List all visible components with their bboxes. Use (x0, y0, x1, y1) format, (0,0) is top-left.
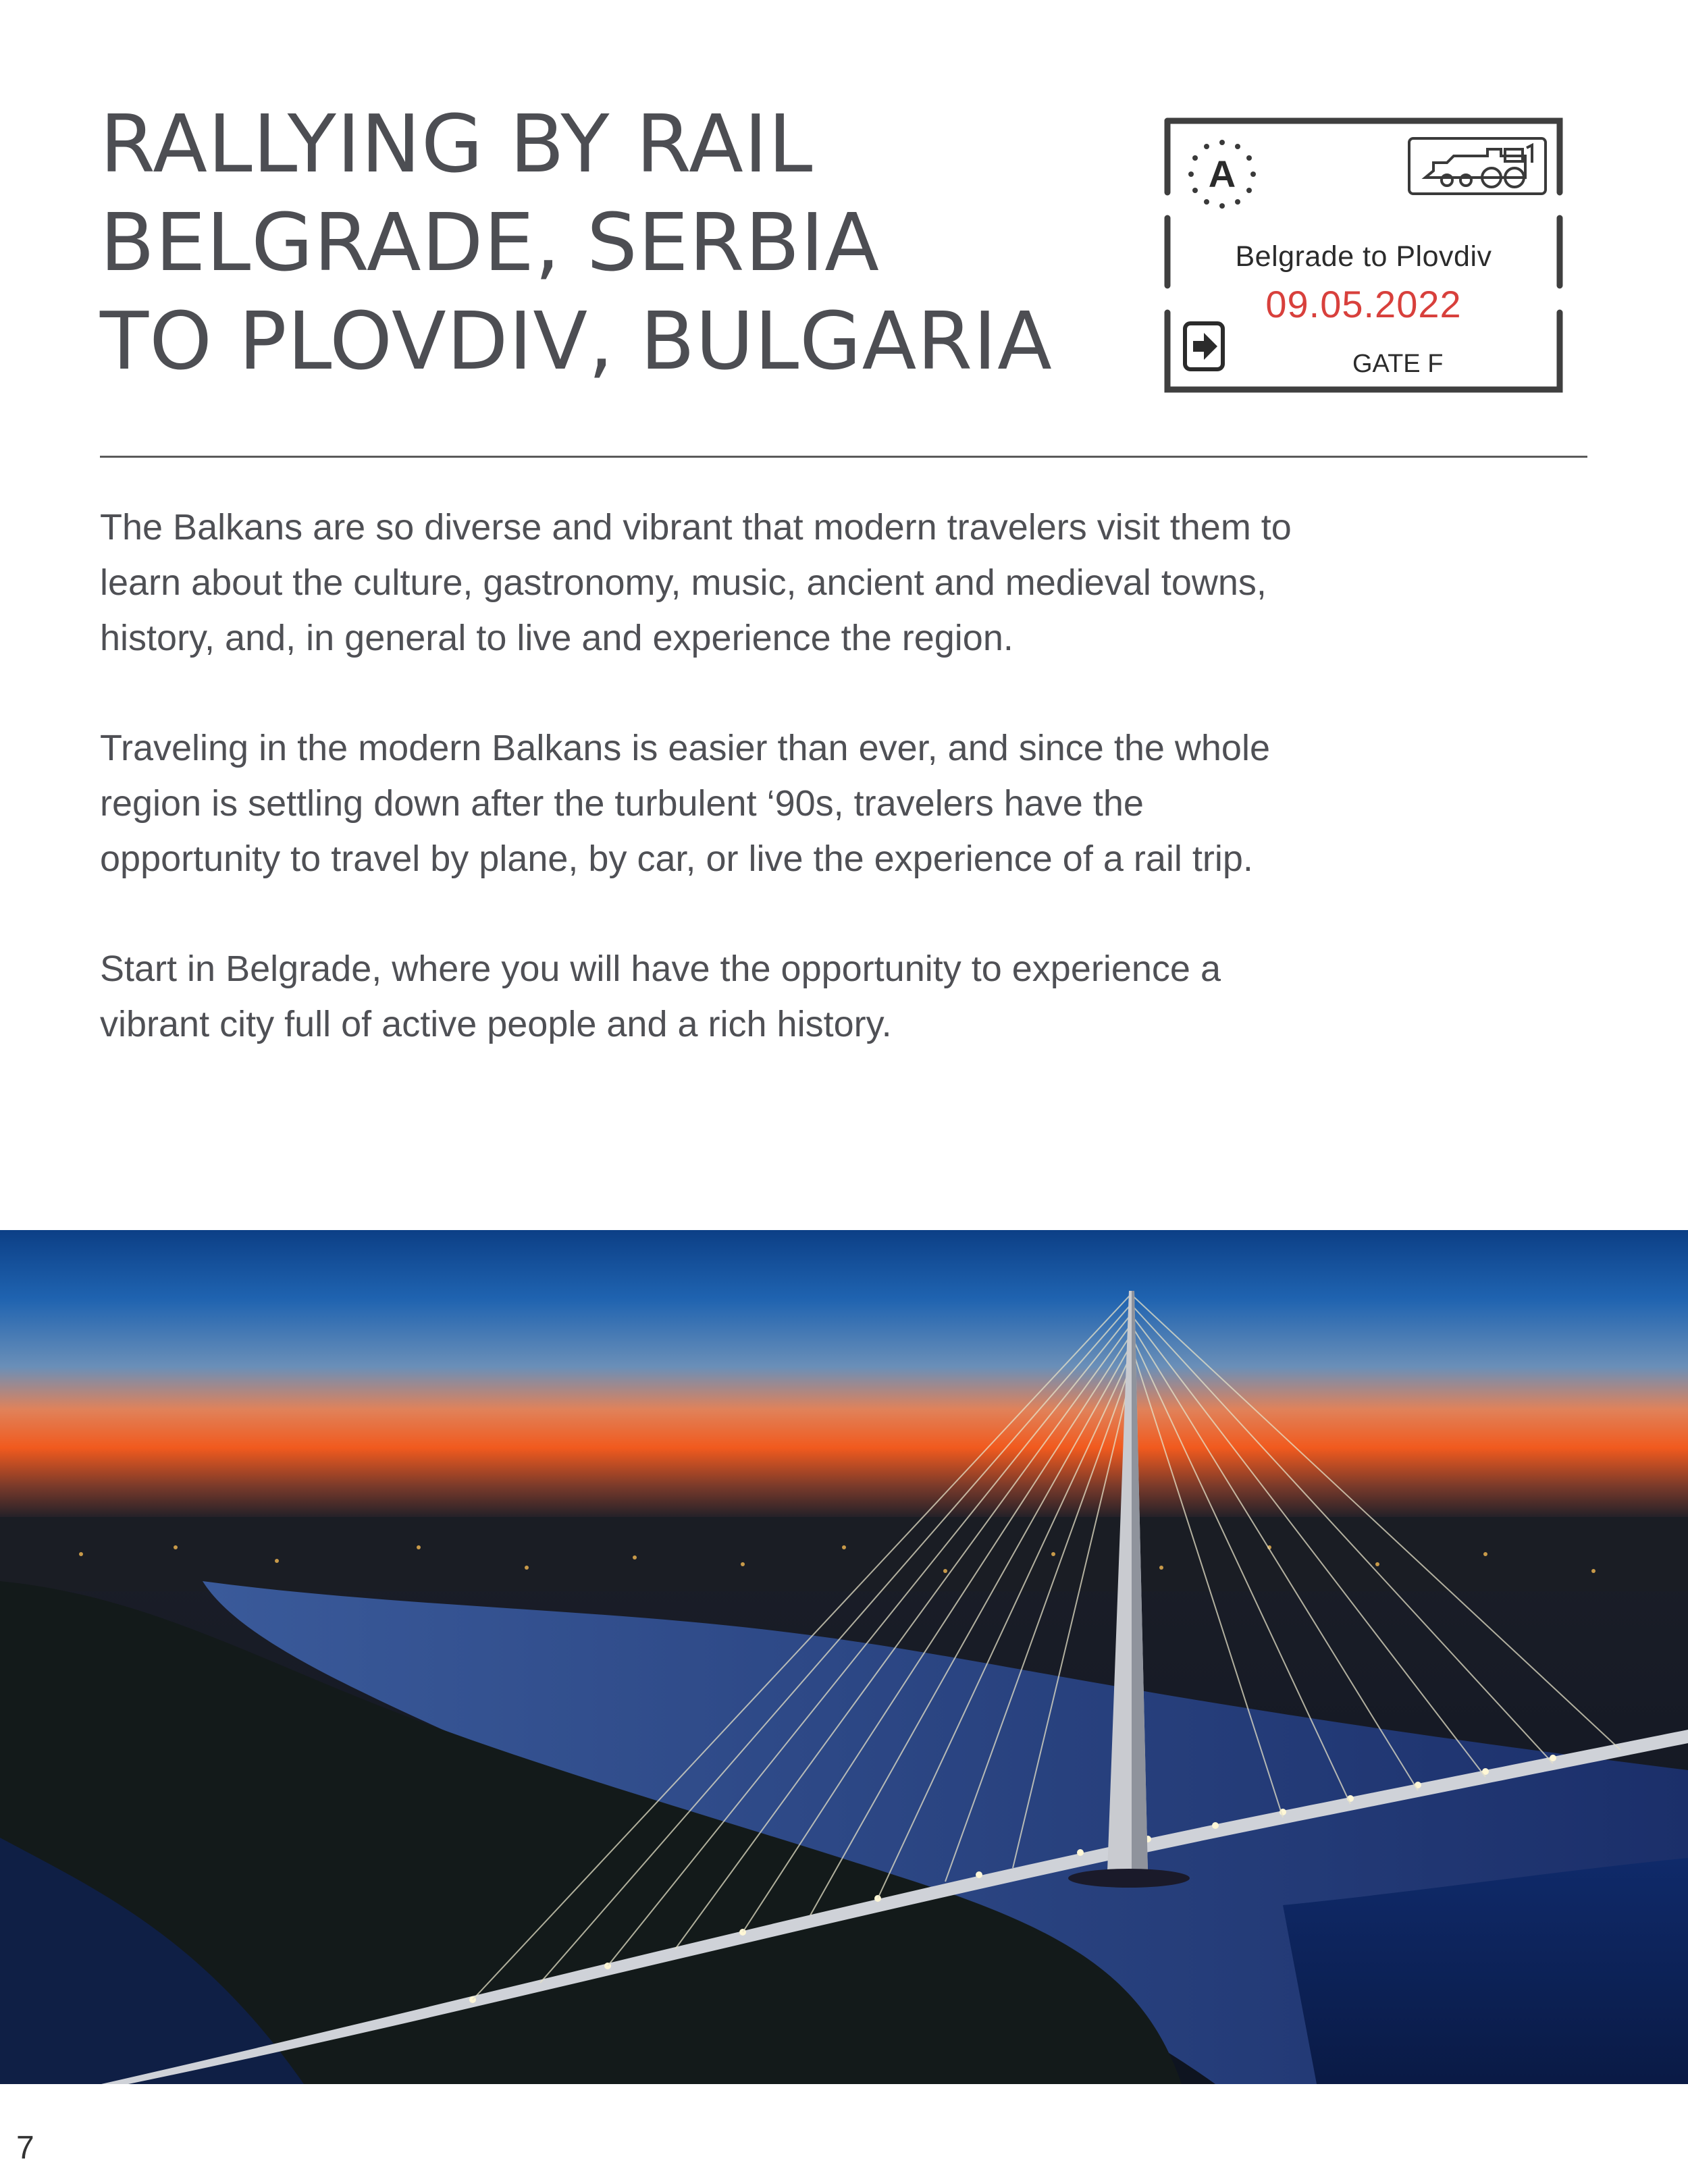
paragraph (100, 941, 1606, 1052)
page-title (100, 95, 1113, 390)
title-line: RALLYING BY RAIL (100, 97, 814, 190)
text-line: Start in Belgrade, where you will have the opportunity to experience a (100, 949, 1221, 989)
text-line: opportunity to travel by plane, by car, or live the experience of a rail trip. (100, 838, 1253, 879)
text-line: history, and, in general to live and experience the region. (100, 618, 1013, 658)
eu-stars-icon (1184, 136, 1261, 213)
paragraph (100, 720, 1606, 886)
text-line: Traveling in the modern Balkans is easier than ever, and since the whole (100, 728, 1270, 768)
title-line: BELGRADE, SERBIA (100, 196, 880, 289)
paragraph (100, 500, 1606, 666)
rail-ticket-stamp (1163, 117, 1564, 394)
ticket-date: 09.05.2022 (1265, 283, 1462, 325)
ticket-gate: GATE F (1352, 350, 1444, 378)
text-line: The Balkans are so diverse and vibrant that modern travelers visit them to (100, 507, 1292, 548)
page-number: 7 (16, 2130, 34, 2166)
section-divider (100, 456, 1587, 458)
text-line: vibrant city full of active people and a rich history. (100, 1004, 892, 1044)
ticket-route: Belgrade to Plovdiv (1235, 240, 1492, 273)
text-line: region is settling down after the turbulent ‘90s, travelers have the (100, 783, 1144, 824)
belgrade-bridge-photo (0, 1230, 1688, 2084)
ticket-badge-letter: A (1208, 153, 1236, 195)
train-icon (1406, 136, 1548, 196)
text-line: learn about the culture, gastronomy, music, ancient and medieval towns, (100, 562, 1267, 603)
article-body (100, 500, 1606, 1107)
title-line: TO PLOVDIV, BULGARIA (100, 294, 1053, 388)
exit-icon (1180, 319, 1227, 373)
